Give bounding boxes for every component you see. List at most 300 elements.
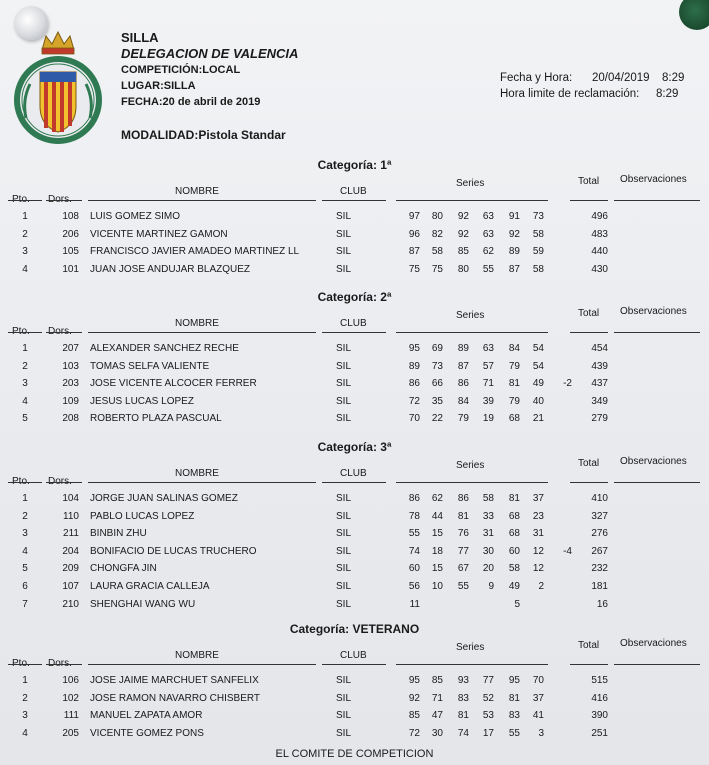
series-score-cell: 83 — [508, 710, 520, 722]
series-score-cell: 63 — [482, 228, 494, 240]
table-row — [0, 361, 709, 378]
series-score-cell: 89 — [408, 360, 420, 372]
club-cell: SIL — [336, 675, 352, 686]
club-cell: SIL — [336, 263, 352, 275]
column-header-series: Series — [456, 460, 485, 471]
series-score-cell: 66 — [431, 378, 443, 390]
series-score-cell: 69 — [431, 343, 443, 354]
club-cell: SIL — [336, 528, 352, 540]
bib-cell: 204 — [62, 545, 79, 557]
series-score-cell: 49 — [508, 581, 520, 592]
column-header-nombre: NOMBRE — [175, 650, 219, 661]
club-cell: SIL — [336, 228, 352, 240]
total-cell: 430 — [591, 263, 608, 275]
series-score-cell: 58 — [532, 263, 544, 275]
header-rule — [88, 482, 316, 483]
total-cell: 439 — [591, 360, 608, 372]
total-cell: 440 — [591, 246, 608, 258]
total-cell: 349 — [591, 395, 608, 407]
header-rule — [8, 200, 42, 201]
header-rule — [614, 664, 700, 665]
series-score-cell: 71 — [482, 378, 494, 390]
rank-cell: 3 — [22, 710, 28, 722]
header-rule — [88, 332, 316, 333]
bib-cell: 110 — [63, 510, 79, 522]
name-cell: JESUS LUCAS LOPEZ — [90, 395, 194, 407]
bib-cell: 210 — [62, 598, 79, 610]
name-cell: ROBERTO PLAZA PASCUAL — [90, 413, 222, 425]
name-cell: PABLO LUCAS LOPEZ — [90, 510, 195, 522]
header-rule — [8, 482, 42, 483]
series-score-cell: 54 — [532, 360, 544, 372]
series-score-cell: 47 — [431, 710, 443, 722]
table-row — [0, 211, 709, 228]
total-cell: 454 — [591, 343, 608, 354]
series-score-cell: 89 — [508, 246, 520, 258]
rank-cell: 4 — [22, 727, 28, 739]
total-cell: 496 — [591, 211, 608, 222]
bib-cell: 209 — [62, 563, 79, 575]
table-row — [0, 599, 709, 616]
club-cell: SIL — [336, 563, 352, 575]
total-cell: 437 — [591, 378, 608, 390]
header-rule — [46, 664, 82, 665]
bib-cell: 104 — [62, 493, 79, 504]
total-cell: 483 — [591, 228, 608, 240]
name-cell: SHENGHAI WANG WU — [90, 598, 196, 610]
bib-cell: 203 — [62, 378, 79, 390]
name-cell: JOSE RAMON NAVARRO CHISBERT — [90, 692, 261, 704]
fecha-hora-date: 20/04/2019 — [592, 72, 650, 84]
header-rule — [88, 664, 316, 665]
series-score-cell: 96 — [408, 228, 420, 240]
series-score-cell: 60 — [508, 545, 520, 557]
series-score-cell: 87 — [508, 263, 520, 275]
series-score-cell: 67 — [457, 563, 469, 575]
series-score-cell: 74 — [408, 545, 420, 557]
series-score-cell: 30 — [431, 727, 443, 739]
name-cell: VICENTE MARTINEZ GAMON — [90, 228, 228, 240]
name-cell: JORGE JUAN SALINAS GOMEZ — [90, 493, 238, 504]
club-cell: SIL — [336, 727, 352, 739]
club-cell: SIL — [336, 545, 352, 557]
table-row — [0, 246, 709, 263]
total-cell: 276 — [591, 528, 608, 540]
series-score-cell: 3 — [538, 727, 544, 739]
series-score-cell: 73 — [532, 211, 544, 222]
series-score-cell: 63 — [482, 343, 494, 354]
fecha-line: FECHA:20 de abril de 2019 — [121, 96, 261, 108]
header-rule — [46, 482, 82, 483]
hora-limite-label: Hora limite de reclamación: — [500, 88, 640, 100]
total-cell: 16 — [596, 598, 608, 610]
table-row — [0, 229, 709, 246]
bib-cell: 102 — [62, 692, 79, 704]
series-score-cell: 53 — [482, 710, 494, 722]
series-score-cell: 15 — [431, 528, 443, 540]
total-cell: 181 — [591, 581, 608, 592]
series-score-cell: 81 — [457, 710, 469, 722]
club-name: SILLA — [121, 30, 159, 45]
category-title: Categoría: 1ª — [317, 158, 392, 172]
bib-cell: 208 — [62, 413, 79, 425]
series-score-cell: 68 — [508, 510, 520, 522]
header-rule — [570, 664, 608, 665]
series-score-cell: 87 — [408, 246, 420, 258]
series-score-cell: 84 — [457, 395, 469, 407]
rank-cell: 5 — [22, 413, 28, 425]
rank-cell: 3 — [22, 246, 28, 258]
series-score-cell: 92 — [508, 228, 520, 240]
series-score-cell: 80 — [431, 211, 443, 222]
series-score-cell: 77 — [457, 545, 469, 557]
total-cell: 267 — [591, 545, 608, 557]
series-score-cell: 70 — [408, 413, 420, 425]
club-cell: SIL — [336, 360, 352, 372]
club-cell: SIL — [336, 395, 352, 407]
table-row — [0, 264, 709, 281]
table-row — [0, 675, 709, 692]
series-score-cell: 79 — [508, 395, 520, 407]
series-score-cell: 55 — [408, 528, 420, 540]
table-header — [0, 306, 709, 332]
column-header-club: CLUB — [340, 650, 367, 661]
series-score-cell: 23 — [532, 510, 544, 522]
penalty-cell: -2 — [563, 378, 572, 390]
header-block — [121, 30, 298, 110]
table-row — [0, 413, 709, 430]
name-cell: CHONGFA JIN — [90, 563, 157, 575]
rank-cell: 1 — [22, 675, 28, 686]
name-cell: JUAN JOSE ANDUJAR BLAZQUEZ — [90, 263, 251, 275]
series-score-cell: 71 — [431, 692, 443, 704]
rank-cell: 7 — [22, 598, 28, 610]
column-header-club: CLUB — [340, 318, 367, 329]
series-score-cell: 37 — [532, 692, 544, 704]
club-cell: SIL — [336, 413, 352, 425]
header-rule — [88, 200, 316, 201]
rank-cell: 3 — [22, 528, 28, 540]
fecha-hora-time: 8:29 — [662, 72, 685, 84]
series-score-cell: 83 — [457, 692, 469, 704]
table-row — [0, 563, 709, 580]
header-rule — [614, 482, 700, 483]
bib-cell: 106 — [62, 675, 79, 686]
series-score-cell: 68 — [508, 413, 520, 425]
series-score-cell: 80 — [457, 263, 469, 275]
series-score-cell: 63 — [482, 211, 494, 222]
total-cell: 515 — [591, 675, 608, 686]
table-row — [0, 493, 709, 510]
series-score-cell: 5 — [514, 598, 520, 610]
series-score-cell: 35 — [431, 395, 443, 407]
column-header-total: Total — [578, 458, 600, 469]
table-header — [0, 174, 709, 200]
header-rule — [8, 332, 42, 333]
rank-cell: 2 — [22, 692, 28, 704]
club-cell: SIL — [336, 246, 352, 258]
series-score-cell: 82 — [431, 228, 443, 240]
rank-cell: 1 — [22, 493, 28, 504]
federation-crest-logo — [12, 28, 104, 150]
series-score-cell: 30 — [482, 545, 494, 557]
name-cell: LAURA GRACIA CALLEJA — [90, 581, 210, 592]
series-score-cell: 10 — [431, 581, 443, 592]
total-cell: 410 — [591, 493, 608, 504]
series-score-cell: 58 — [431, 246, 443, 258]
series-score-cell: 44 — [431, 510, 443, 522]
series-score-cell: 81 — [457, 510, 469, 522]
series-score-cell: 31 — [482, 528, 494, 540]
series-score-cell: 72 — [408, 727, 420, 739]
series-score-cell: 40 — [532, 395, 544, 407]
club-cell: SIL — [336, 598, 352, 610]
series-score-cell: 55 — [508, 727, 520, 739]
series-score-cell: 91 — [508, 211, 520, 222]
table-row — [0, 728, 709, 745]
series-score-cell: 21 — [532, 413, 544, 425]
column-header-series: Series — [456, 642, 485, 653]
rank-cell: 4 — [22, 545, 28, 557]
series-score-cell: 39 — [482, 395, 494, 407]
column-header-series: Series — [456, 310, 485, 321]
total-cell: 327 — [591, 510, 608, 522]
header-rule — [570, 332, 608, 333]
total-cell: 251 — [591, 727, 608, 739]
column-header-obs: Observaciones — [620, 456, 687, 467]
club-cell: SIL — [336, 692, 352, 704]
series-score-cell: 52 — [482, 692, 494, 704]
series-score-cell: 76 — [457, 528, 469, 540]
penalty-cell: -4 — [563, 545, 572, 557]
bib-cell: 107 — [62, 581, 79, 592]
series-score-cell: 15 — [431, 563, 443, 575]
series-score-cell: 60 — [408, 563, 420, 575]
timestamp-block — [500, 70, 684, 102]
series-score-cell: 87 — [457, 360, 469, 372]
rank-cell: 6 — [22, 581, 28, 592]
category-title: Categoría: 3ª — [317, 440, 392, 454]
club-cell: SIL — [336, 510, 352, 522]
column-header-club: CLUB — [340, 468, 367, 479]
header-rule — [570, 482, 608, 483]
category-title: Categoría: VETERANO — [289, 622, 420, 636]
rank-cell: 1 — [22, 343, 28, 354]
name-cell: FRANCISCO JAVIER AMADEO MARTINEZ LL — [90, 246, 300, 258]
hora-limite-time: 8:29 — [656, 88, 679, 100]
series-score-cell: 58 — [482, 493, 494, 504]
table-row — [0, 396, 709, 413]
series-score-cell: 85 — [457, 246, 469, 258]
bib-cell: 207 — [62, 343, 79, 354]
name-cell: JOSE JAIME MARCHUET SANFELIX — [90, 675, 259, 686]
series-score-cell: 74 — [457, 727, 469, 739]
rank-cell: 1 — [22, 211, 28, 222]
series-score-cell: 75 — [431, 263, 443, 275]
rank-cell: 2 — [22, 228, 28, 240]
table-row — [0, 511, 709, 528]
club-cell: SIL — [336, 211, 352, 222]
series-score-cell: 33 — [482, 510, 494, 522]
total-cell: 390 — [591, 710, 608, 722]
header-rule — [46, 332, 82, 333]
table-row — [0, 546, 709, 563]
bib-cell: 101 — [62, 263, 79, 275]
name-cell: ALEXANDER SANCHEZ RECHE — [90, 343, 239, 354]
table-row — [0, 378, 709, 395]
table-row — [0, 343, 709, 360]
series-score-cell: 41 — [532, 710, 544, 722]
column-header-obs: Observaciones — [620, 306, 687, 317]
series-score-cell: 92 — [457, 211, 469, 222]
series-score-cell: 17 — [482, 727, 494, 739]
pushpin-icon — [679, 0, 709, 30]
modalidad-line: MODALIDAD:Pistola Standar — [121, 128, 286, 142]
series-score-cell: 68 — [508, 528, 520, 540]
rank-cell: 4 — [22, 263, 28, 275]
series-score-cell: 89 — [457, 343, 469, 354]
series-score-cell: 79 — [508, 360, 520, 372]
bib-cell: 103 — [62, 360, 79, 372]
table-row — [0, 528, 709, 545]
header-rule — [396, 482, 548, 483]
table-row — [0, 710, 709, 727]
footer-signature: EL COMITE DE COMPETICION — [275, 748, 434, 760]
column-header-series: Series — [456, 178, 485, 189]
series-score-cell: 54 — [532, 343, 544, 354]
competicion-line: COMPETICIÓN:LOCAL — [121, 64, 241, 76]
column-header-total: Total — [578, 176, 600, 187]
bib-cell: 105 — [62, 246, 79, 258]
series-score-cell: 84 — [508, 343, 520, 354]
rank-cell: 2 — [22, 360, 28, 372]
series-score-cell: 37 — [532, 493, 544, 504]
series-score-cell: 95 — [408, 675, 420, 686]
column-header-total: Total — [578, 640, 600, 651]
series-score-cell: 86 — [457, 378, 469, 390]
header-rule — [322, 664, 386, 665]
total-cell: 232 — [591, 563, 608, 575]
header-rule — [614, 332, 700, 333]
series-score-cell: 81 — [508, 493, 520, 504]
header-rule — [322, 332, 386, 333]
name-cell: LUIS GOMEZ SIMO — [90, 211, 181, 222]
total-cell: 416 — [591, 692, 608, 704]
club-cell: SIL — [336, 378, 352, 390]
series-score-cell: 62 — [431, 493, 443, 504]
header-rule — [614, 200, 700, 201]
table-row — [0, 581, 709, 598]
series-score-cell: 93 — [457, 675, 469, 686]
header-rule — [8, 664, 42, 665]
series-score-cell: 12 — [532, 545, 544, 557]
series-score-cell: 19 — [482, 413, 494, 425]
rank-cell: 2 — [22, 510, 28, 522]
club-cell: SIL — [336, 581, 352, 592]
table-header — [0, 456, 709, 482]
series-score-cell: 49 — [532, 378, 544, 390]
club-cell: SIL — [336, 710, 352, 722]
series-score-cell: 73 — [431, 360, 443, 372]
delegacion-title: DELEGACION DE VALENCIA — [121, 46, 299, 61]
name-cell: BINBIN ZHU — [90, 528, 147, 540]
lugar-line: LUGAR:SILLA — [121, 80, 196, 92]
bib-cell: 211 — [63, 528, 79, 540]
series-score-cell: 92 — [408, 692, 420, 704]
series-score-cell: 9 — [488, 581, 494, 592]
column-header-obs: Observaciones — [620, 174, 687, 185]
column-header-total: Total — [578, 308, 600, 319]
rank-cell: 3 — [22, 378, 28, 390]
column-header-nombre: NOMBRE — [175, 468, 219, 479]
name-cell: MANUEL ZAPATA AMOR — [90, 710, 203, 722]
column-header-nombre: NOMBRE — [175, 318, 219, 329]
series-score-cell: 97 — [408, 211, 420, 222]
column-header-obs: Observaciones — [620, 638, 687, 649]
name-cell: JOSE VICENTE ALCOCER FERRER — [90, 378, 257, 390]
series-score-cell: 18 — [431, 545, 443, 557]
name-cell: BONIFACIO DE LUCAS TRUCHERO — [90, 545, 257, 557]
header-rule — [396, 200, 548, 201]
series-score-cell: 75 — [408, 263, 420, 275]
header-rule — [46, 200, 82, 201]
series-score-cell: 2 — [538, 581, 544, 592]
series-score-cell: 79 — [457, 413, 469, 425]
rank-cell: 4 — [22, 395, 28, 407]
bib-cell: 108 — [62, 211, 79, 222]
table-row — [0, 693, 709, 710]
series-score-cell: 12 — [532, 563, 544, 575]
series-score-cell: 77 — [482, 675, 494, 686]
series-score-cell: 85 — [408, 710, 420, 722]
series-score-cell: 81 — [508, 378, 520, 390]
name-cell: VICENTE GOMEZ PONS — [90, 727, 204, 739]
total-cell: 279 — [591, 413, 608, 425]
header-rule — [322, 200, 386, 201]
name-cell: TOMAS SELFA VALIENTE — [90, 360, 210, 372]
series-score-cell: 55 — [457, 581, 469, 592]
series-score-cell: 58 — [508, 563, 520, 575]
series-score-cell: 72 — [408, 395, 420, 407]
series-score-cell: 62 — [482, 246, 494, 258]
club-cell: SIL — [336, 343, 352, 354]
series-score-cell: 20 — [482, 563, 494, 575]
series-score-cell: 57 — [482, 360, 494, 372]
fecha-hora-label: Fecha y Hora: — [500, 72, 573, 84]
series-score-cell: 58 — [532, 228, 544, 240]
header-rule — [570, 200, 608, 201]
bib-cell: 206 — [62, 228, 79, 240]
series-score-cell: 95 — [408, 343, 420, 354]
series-score-cell: 22 — [431, 413, 443, 425]
series-score-cell: 95 — [508, 675, 520, 686]
series-score-cell: 86 — [408, 378, 420, 390]
club-cell: SIL — [336, 493, 352, 504]
bib-cell: 111 — [63, 710, 79, 722]
table-header — [0, 638, 709, 664]
header-rule — [322, 482, 386, 483]
series-score-cell: 55 — [482, 263, 494, 275]
column-header-club: CLUB — [340, 186, 367, 197]
bib-cell: 205 — [62, 727, 79, 739]
series-score-cell: 11 — [409, 598, 420, 610]
series-score-cell: 59 — [532, 246, 544, 258]
series-score-cell: 92 — [457, 228, 469, 240]
series-score-cell: 81 — [508, 692, 520, 704]
series-score-cell: 85 — [431, 675, 443, 686]
series-score-cell: 86 — [408, 493, 420, 504]
series-score-cell: 86 — [457, 493, 469, 504]
